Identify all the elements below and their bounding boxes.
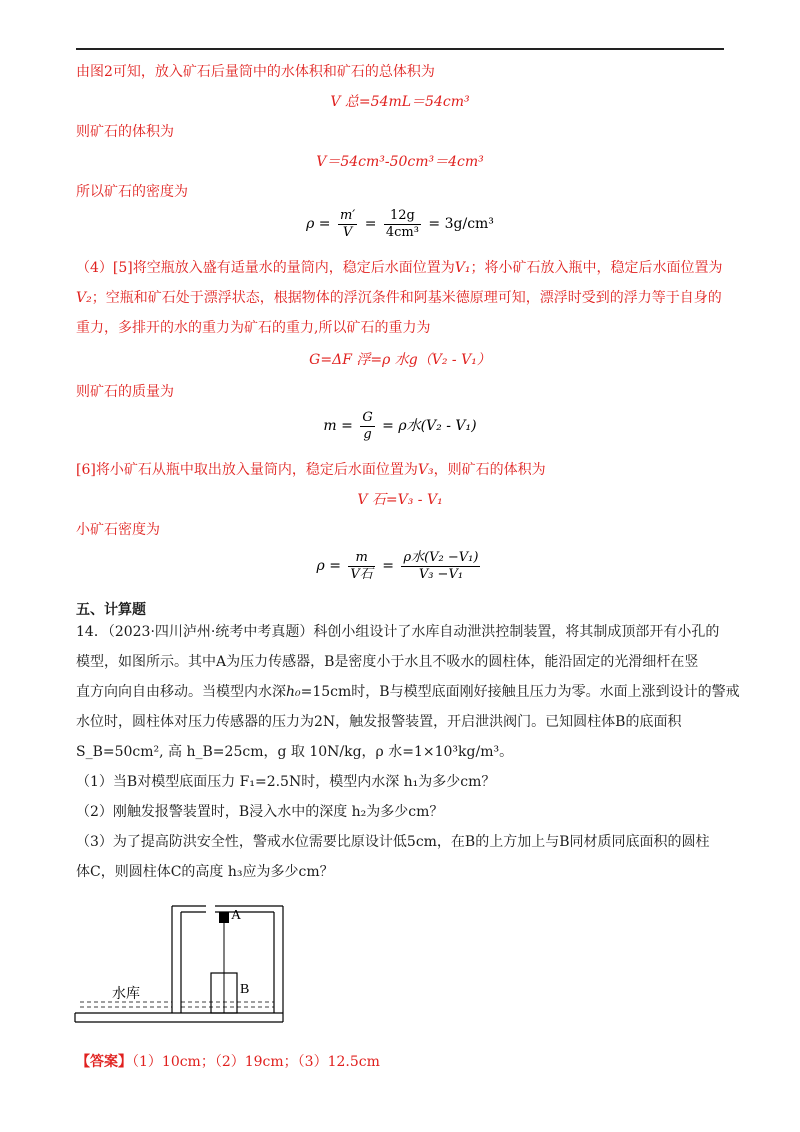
formula-part: m = bbox=[323, 418, 353, 434]
text-span: ；空瓶和矿石处于漂浮状态，根据物体的浮沉条件和阿基米德原理可知，漂浮时受到的浮力等于自身的 bbox=[91, 290, 722, 306]
label-b: B bbox=[240, 982, 250, 997]
formula-small-density: ρ = $\frac{m}{\text{V石}}$ = $\frac{\text{ρ水(V₂ −V₁)}}{\text{V₃ −V₁}}$ bbox=[316, 549, 479, 582]
denominator: g bbox=[360, 426, 374, 443]
formula-gravity: G=ΔF 浮=ρ 水g（V₂ - V₁） bbox=[309, 352, 491, 368]
fraction bbox=[401, 550, 480, 583]
text-line bbox=[76, 288, 722, 308]
formula-part: = ρ水(V₂ - V₁) bbox=[382, 418, 477, 434]
label-a: A bbox=[231, 908, 242, 923]
fraction bbox=[360, 410, 374, 443]
var: V₂ bbox=[76, 290, 92, 306]
section-heading: 五、计算题 bbox=[76, 602, 146, 618]
formula-total-volume: V 总=54mL＝54cm³ bbox=[330, 94, 470, 110]
subquestion-2: （2）刚触发报警装置时，B浸入水中的深度 h₂为多少cm？ bbox=[76, 804, 444, 820]
formula-part: = 3g/cm³ bbox=[428, 216, 494, 232]
formula-mass bbox=[76, 406, 724, 446]
text-line: 小矿石密度为 bbox=[76, 522, 160, 538]
numerator: G bbox=[362, 409, 373, 425]
question-line: S_B=50cm², 高 h_B=25cm，g 取 10N/kg，ρ 水=1×10³kg/m³。 bbox=[76, 744, 514, 760]
var: V₃ bbox=[417, 462, 434, 478]
subquestion-3: （3）为了提高防洪安全性，警戒水位需要比原设计低5cm，在B的上方加上与B同材质同底面积的圆柱 bbox=[76, 834, 710, 850]
answer-text: （1）10cm；（2）19cm；（3）12.5cm bbox=[132, 1054, 380, 1070]
fraction bbox=[338, 208, 357, 241]
text-line: 重力，多排开的水的重力为矿石的重力,所以矿石的重力为 bbox=[76, 320, 431, 336]
numerator: ρ水(V₂ −V₁) bbox=[403, 549, 479, 565]
question-line: 14．（2023·四川泸州·统考中考真题）科创小组设计了水库自动泄洪控制装置，将其制成顶部开有小孔的 bbox=[76, 624, 720, 640]
subquestion-3-cont: 体C，则圆柱体C的高度 h₃应为多少cm？ bbox=[76, 864, 334, 880]
text-span: [6]将小矿石从瓶中取出放入量筒内，稳定后水面位置为 bbox=[76, 462, 418, 478]
numerator: m bbox=[355, 549, 368, 565]
formula-part: ρ = bbox=[316, 558, 341, 574]
question-line: 模型，如图所示。其中A为压力传感器，B是密度小于水且不吸水的圆柱体，能沿固定的光滑细杆在竖 bbox=[76, 654, 699, 670]
denominator: V₃ −V₁ bbox=[401, 566, 480, 583]
question-line: 水位时，圆柱体对压力传感器的压力为2N，触发报警装置，开启泄洪阀门。已知圆柱体B的底面积 bbox=[76, 714, 682, 730]
text-span: ；将小矿石放入瓶中，稳定后水面位置为 bbox=[470, 260, 723, 276]
text-line bbox=[76, 258, 722, 278]
denominator: 4cm³ bbox=[385, 224, 419, 240]
subquestion-1: （1）当B对模型底面压力 F₁=2.5N时，模型内水深 h₁为多少cm？ bbox=[76, 774, 496, 790]
text-span: =15cm时，B与模型底面刚好接触且压力为零。水面上涨到设计的警戒 bbox=[300, 684, 740, 700]
formula-ore-volume: V＝54cm³-50cm³＝4cm³ bbox=[316, 154, 484, 170]
question-line bbox=[76, 682, 740, 702]
text-line bbox=[76, 460, 546, 480]
numerator: m′ bbox=[339, 207, 356, 223]
var: h₀ bbox=[286, 684, 301, 700]
sensor-a-block bbox=[219, 912, 229, 923]
answer-label: 【答案】 bbox=[76, 1054, 132, 1070]
text-line: 所以矿石的密度为 bbox=[76, 184, 188, 200]
text-line: 则矿石的体积为 bbox=[76, 124, 174, 140]
numerator: 12g bbox=[389, 207, 415, 223]
formula-ore-volume-2: V 石=V₃ - V₁ bbox=[357, 492, 443, 508]
text-span: ，则矿石的体积为 bbox=[433, 462, 546, 478]
text-line: 则矿石的质量为 bbox=[76, 384, 174, 400]
text-span: （4）[5]将空瓶放入盛有适量水的量筒内，稳定后水面位置为 bbox=[76, 260, 455, 276]
header-rule bbox=[76, 48, 724, 50]
fraction bbox=[348, 550, 374, 583]
fraction bbox=[384, 208, 421, 241]
denominator: V bbox=[338, 224, 357, 241]
denominator: V石 bbox=[350, 566, 373, 582]
formula-part: ρ = bbox=[306, 216, 331, 232]
reservoir-figure bbox=[70, 895, 300, 1040]
text-line: 由图2可知，放入矿石后量筒中的水体积和矿石的总体积为 bbox=[76, 64, 435, 80]
formula-density: ρ = $\frac{m'}{V}$ = $\frac{12g}{\text{4cm³}}$ = 3g/cm³ bbox=[306, 207, 494, 240]
var: V₁ bbox=[454, 260, 471, 276]
text-span: 直方向向自由移动。当模型内水深 bbox=[76, 684, 286, 700]
label-reservoir: 水库 bbox=[112, 986, 140, 1002]
answer-line bbox=[76, 1052, 380, 1072]
